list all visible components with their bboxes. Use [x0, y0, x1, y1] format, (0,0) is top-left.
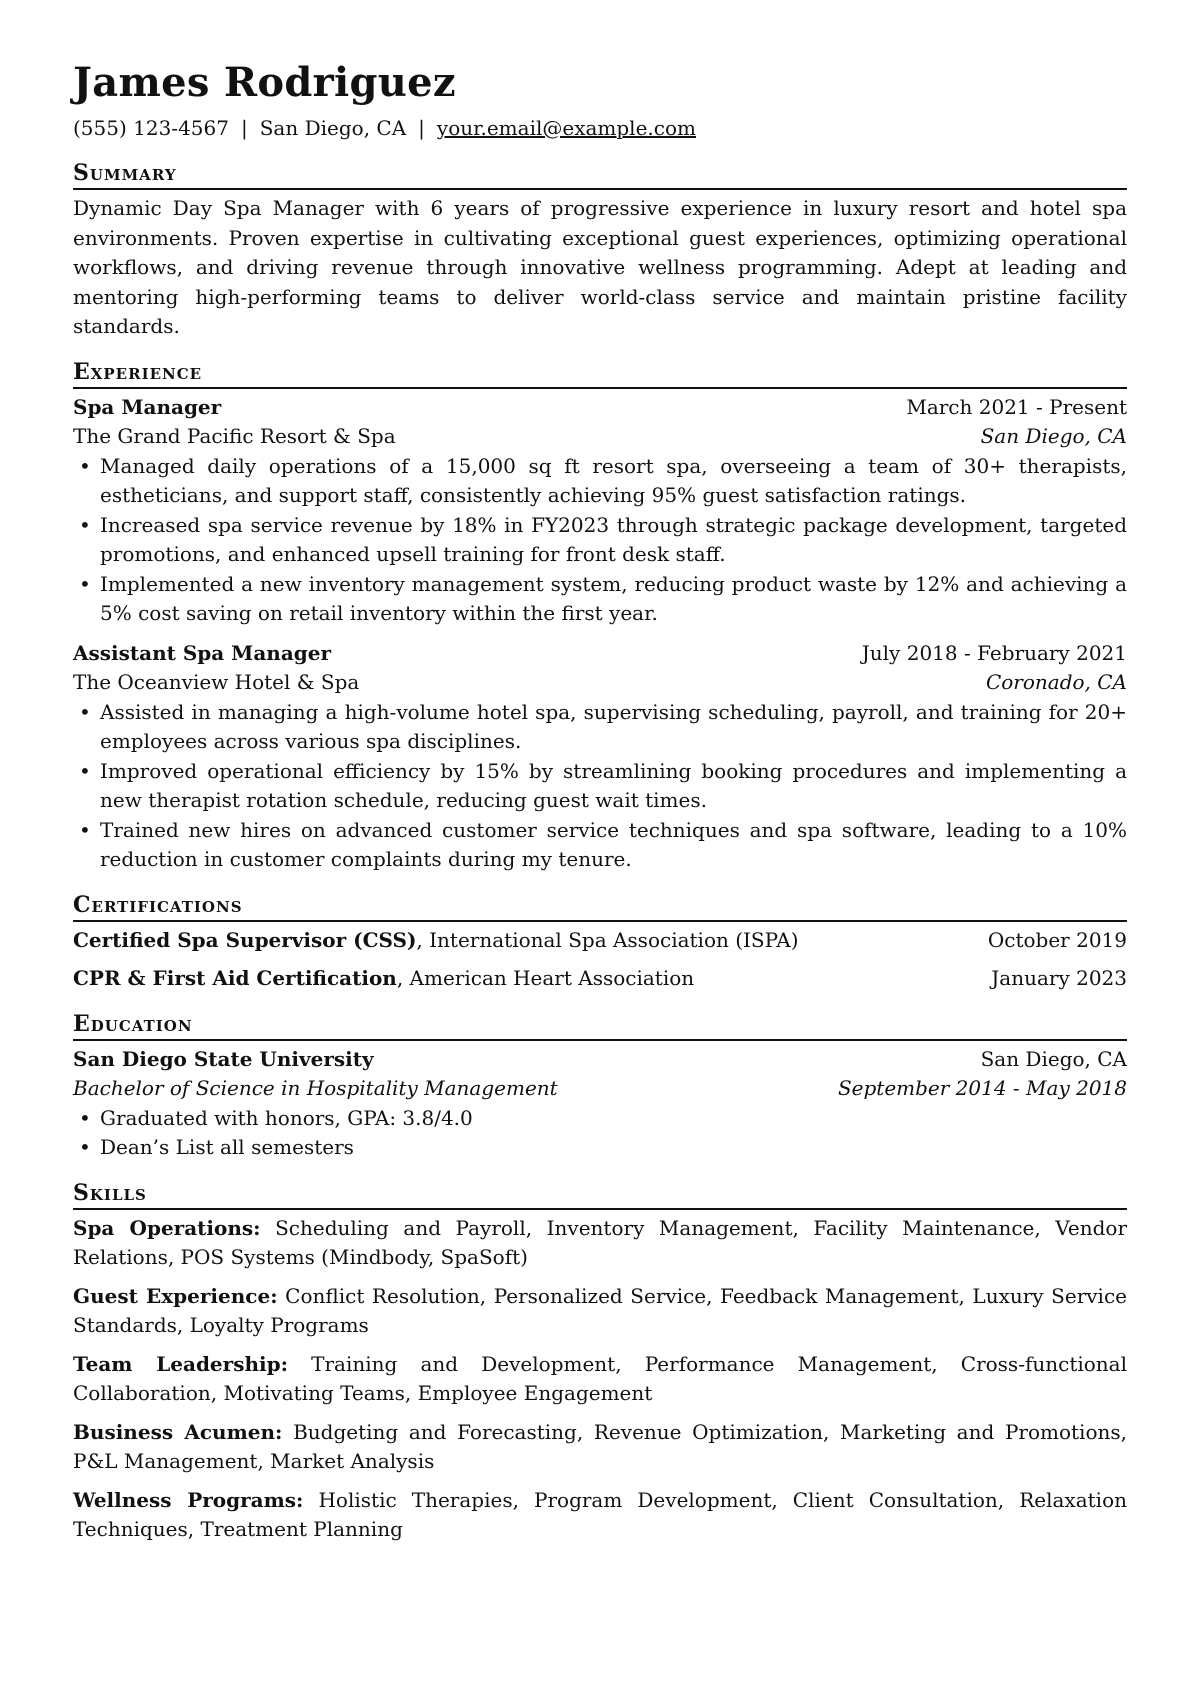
- skill-group: [73, 1486, 1127, 1545]
- job-header-row: [73, 639, 1127, 669]
- skill-group: [73, 1418, 1127, 1477]
- list-item: [73, 511, 1127, 570]
- skill-label: Business Acumen:: [73, 1419, 283, 1444]
- skill-text: Training and Development, Performance Management, Cross-functional Collaboration, Motivating Teams, Employee Engagement: [73, 1351, 1127, 1405]
- contact-separator: |: [240, 116, 248, 140]
- skill-label: Guest Experience:: [73, 1283, 278, 1308]
- job-bullets: [73, 452, 1127, 629]
- certification-date: October 2019: [987, 927, 1127, 952]
- phone-number: (555) 123-4567: [73, 116, 229, 140]
- certification-text: [73, 926, 799, 956]
- job-location: Coronado, CA: [985, 670, 1127, 694]
- certification-issuer: , American Heart Association: [396, 966, 695, 990]
- bullet-icon: •: [79, 817, 91, 842]
- job-dates: July 2018 - February 2021: [861, 640, 1127, 665]
- bullet-text: Implemented a new inventory management system, reducing product waste by 12% and achieving a 5% cost saving on retail inventory within the first year.: [100, 571, 1127, 625]
- skill-group: [73, 1214, 1127, 1273]
- certification-row: [73, 964, 1127, 994]
- list-item: [73, 1104, 1127, 1134]
- bullet-text: Increased spa service revenue by 18% in FY2023 through strategic package development, targeted promotions, and enhanced upsell training for front desk staff.: [100, 512, 1127, 566]
- certification-text: [73, 964, 694, 994]
- skill-text: Conflict Resolution, Personalized Service, Feedback Management, Luxury Service Standards, Loyalty Programs: [73, 1283, 1127, 1337]
- skill-group: [73, 1350, 1127, 1409]
- bullet-icon: •: [79, 571, 91, 596]
- bullet-icon: •: [79, 1135, 91, 1159]
- list-item: [73, 698, 1127, 757]
- bullet-icon: •: [79, 1105, 91, 1130]
- education-dates: September 2014 - May 2018: [837, 1076, 1127, 1100]
- bullet-icon: •: [79, 699, 91, 724]
- job-company: The Oceanview Hotel & Spa: [73, 670, 360, 694]
- section-title-experience: Experience: [73, 358, 1127, 389]
- job-bullets: [73, 698, 1127, 875]
- job-role: Spa Manager: [73, 394, 222, 419]
- certification-row: [73, 926, 1127, 956]
- job-company-row: [73, 668, 1127, 698]
- job-company-row: [73, 422, 1127, 452]
- certification-issuer: , International Spa Association (ISPA): [416, 927, 799, 952]
- skill-text: Holistic Therapies, Program Development, Client Consultation, Relaxation Techniques, Treatment Planning: [73, 1487, 1127, 1541]
- certification-name: CPR & First Aid Certification: [73, 966, 397, 990]
- education-header-row: [73, 1045, 1127, 1075]
- contact-separator: |: [418, 116, 425, 140]
- list-item: [73, 816, 1127, 875]
- section-title-summary: Summary: [73, 159, 1127, 190]
- education-degree-row: [73, 1074, 1127, 1104]
- certification-date: January 2023: [991, 966, 1127, 990]
- list-item: [73, 757, 1127, 816]
- bullet-text: Graduated with honors, GPA: 3.8/4.0: [100, 1105, 473, 1130]
- bullet-text: Improved operational efficiency by 15% by streamlining booking procedures and implementing a new therapist rotation schedule, reducing guest wait times.: [100, 758, 1127, 812]
- list-item: [73, 452, 1127, 511]
- list-item: [73, 570, 1127, 629]
- bullet-text: Trained new hires on advanced customer service techniques and spa software, leading to a 10% reduction in customer complaints during my tenure.: [100, 817, 1127, 871]
- job-location: San Diego, CA: [980, 424, 1127, 448]
- contact-line: [73, 114, 1127, 143]
- section-title-certifications: Certifications: [73, 891, 1127, 922]
- bullet-text: Assisted in managing a high-volume hotel spa, supervising scheduling, payroll, and training for 20+ employees across various spa disciplines.: [100, 699, 1127, 753]
- list-item: [73, 1133, 1127, 1163]
- skill-group: [73, 1282, 1127, 1341]
- candidate-name: James Rodriguez: [73, 59, 456, 106]
- resume-page: [73, 58, 1127, 1554]
- education-entry: [73, 1045, 1127, 1163]
- job-dates: March 2021 - Present: [906, 394, 1127, 419]
- education-bullets: [73, 1104, 1127, 1163]
- job-entry: [73, 639, 1127, 875]
- school-location: San Diego, CA: [980, 1046, 1127, 1071]
- skill-label: Wellness Programs:: [73, 1487, 304, 1512]
- bullet-text: Dean’s List all semesters: [100, 1135, 354, 1159]
- bullet-icon: •: [79, 512, 91, 537]
- bullet-text: Managed daily operations of a 15,000 sq ft resort spa, overseeing a team of 30+ therapists, estheticians, and support staff, consistently achieving 95% guest satisfaction ratings.: [100, 453, 1127, 507]
- job-role: Assistant Spa Manager: [73, 640, 332, 665]
- skill-text: Budgeting and Forecasting, Revenue Optimization, Marketing and Promotions, P&L Management, Market Analysis: [73, 1419, 1127, 1473]
- certification-name: Certified Spa Supervisor (CSS): [73, 927, 417, 952]
- location: San Diego, CA: [259, 116, 407, 140]
- skill-text: Scheduling and Payroll, Inventory Management, Facility Maintenance, Vendor Relations, POS Systems (Mindbody, SpaSoft): [73, 1215, 1127, 1269]
- job-entry: [73, 393, 1127, 629]
- summary-text: Dynamic Day Spa Manager with 6 years of progressive experience in luxury resort and hotel spa environments. Proven expertise in cultivating exceptional guest experiences, optimizing operational workflows, and driving revenue through innovative wellness programming. Adept at leading and mentoring high-performing teams to deliver world-class service and maintain pristine facility standards.: [73, 196, 1127, 338]
- skill-label: Team Leadership:: [73, 1351, 288, 1376]
- school-name: San Diego State University: [73, 1046, 374, 1071]
- job-header-row: [73, 393, 1127, 423]
- degree-name: Bachelor of Science in Hospitality Management: [73, 1076, 558, 1100]
- bullet-icon: •: [79, 758, 91, 783]
- section-title-education: Education: [73, 1010, 1127, 1041]
- job-company: The Grand Pacific Resort & Spa: [73, 424, 396, 448]
- email-link[interactable]: your.email@example.com: [436, 116, 696, 140]
- skill-label: Spa Operations:: [73, 1215, 261, 1240]
- bullet-icon: •: [79, 453, 91, 478]
- section-title-skills: Skills: [73, 1179, 1127, 1210]
